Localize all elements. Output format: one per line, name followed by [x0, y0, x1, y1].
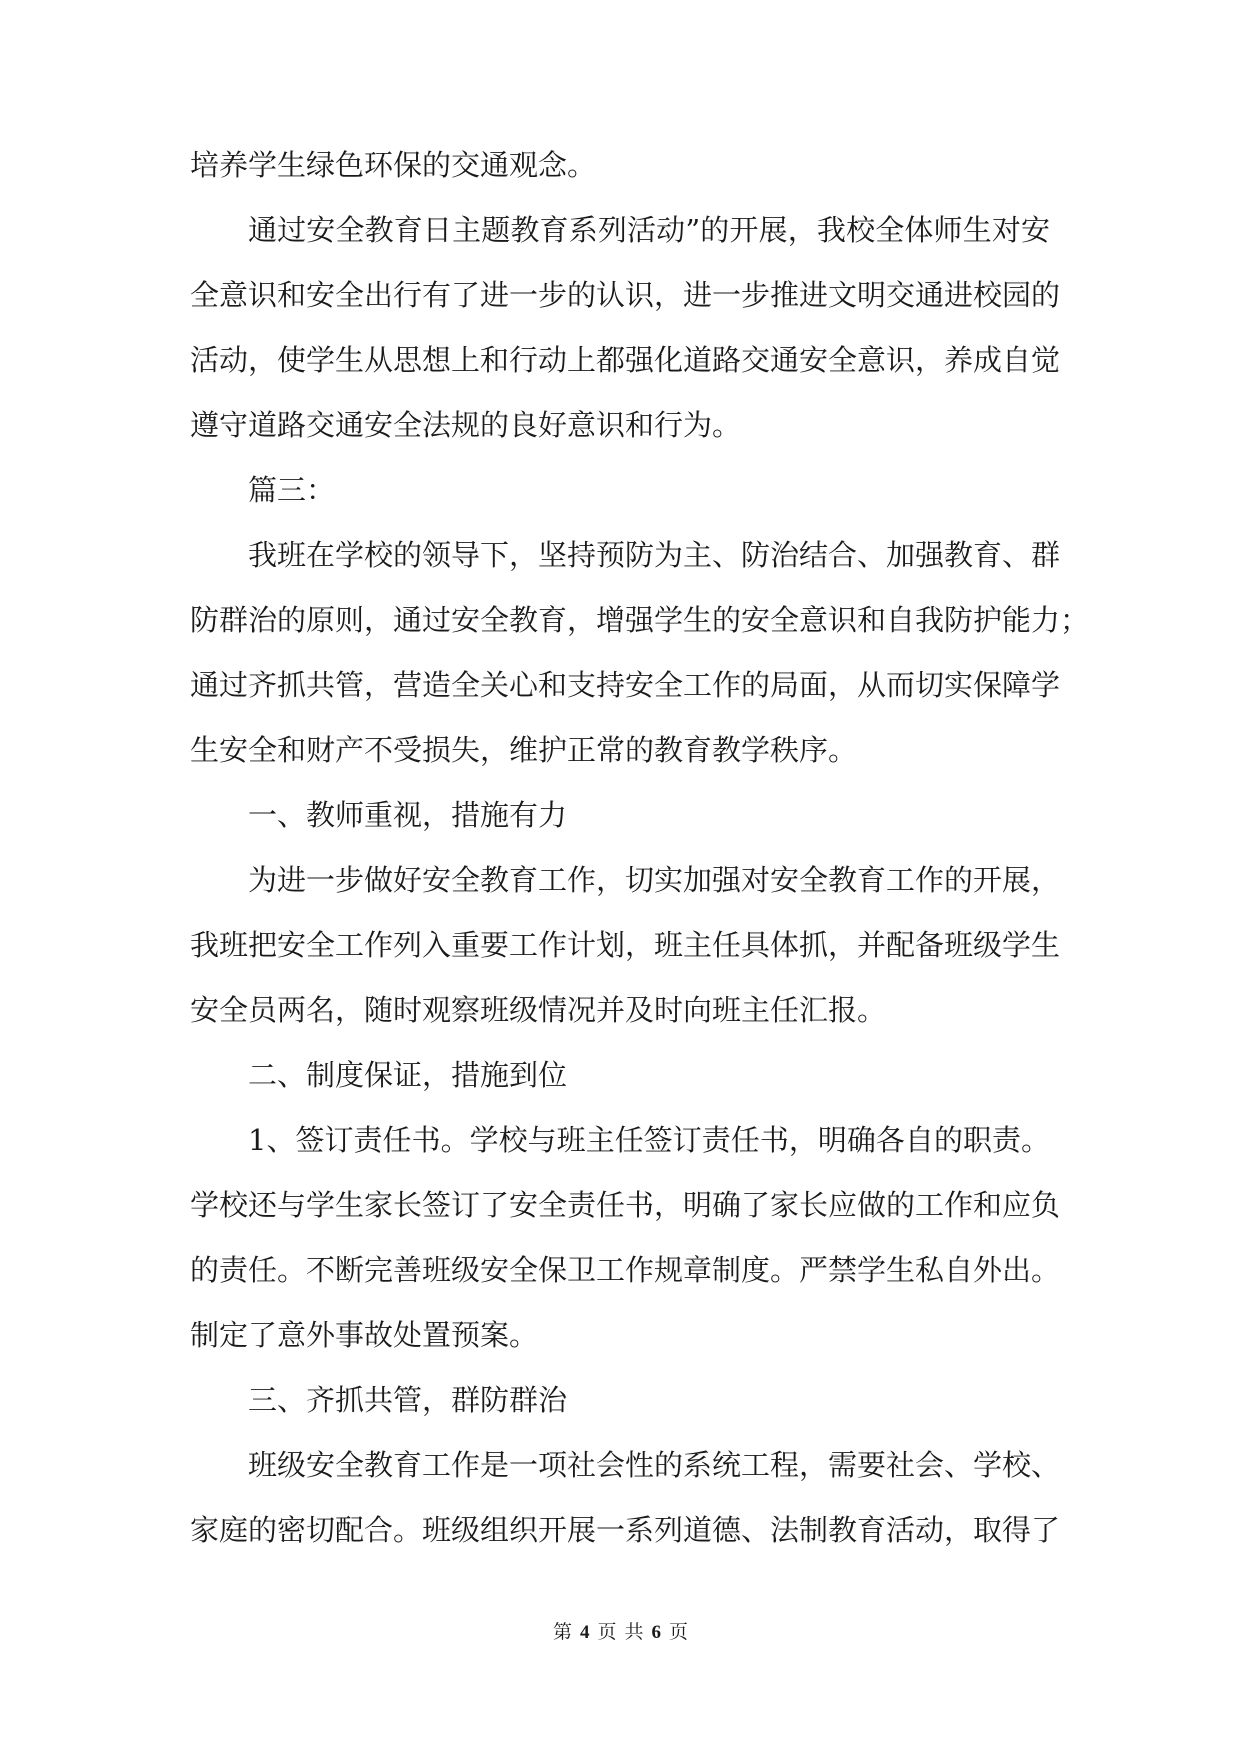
- paragraph-line: 家庭的密切配合。班级组织开展一系列道德、法制教育活动，取得了: [190, 1513, 1061, 1547]
- section-heading: 篇三：: [248, 473, 336, 507]
- paragraph-line: 的责任。不断完善班级安全保卫工作规章制度。严禁学生私自外出。: [190, 1253, 1061, 1287]
- footer-total-word: 共: [624, 1621, 644, 1643]
- paragraph-line: 班级安全教育工作是一项社会性的系统工程，需要社会、学校、: [248, 1448, 1061, 1482]
- paragraph-line: 生安全和财产不受损失，维护正常的教育教学秩序。: [190, 733, 858, 767]
- paragraph-line: 全意识和安全出行有了进一步的认识，进一步推进文明交通进校园的: [190, 278, 1061, 312]
- paragraph-line: 我班把安全工作列入重要工作计划，班主任具体抓，并配备班级学生: [190, 928, 1061, 962]
- section-heading: 一、教师重视，措施有力: [248, 798, 568, 832]
- paragraph-line: 通过安全教育日主题教育系列活动”的开展，我校全体师生对安: [248, 213, 1050, 247]
- current-page-number: 4: [579, 1622, 590, 1643]
- footer-prefix: 第: [552, 1621, 572, 1643]
- footer-suffix: 页: [669, 1621, 689, 1643]
- paragraph-line: 我班在学校的领导下，坚持预防为主、防治结合、加强教育、群: [248, 538, 1061, 572]
- section-heading: 三、齐抓共管，群防群治: [248, 1383, 568, 1417]
- paragraph-line: 遵守道路交通安全法规的良好意识和行为。: [190, 408, 742, 442]
- page-footer: [0, 1620, 1241, 1645]
- paragraph-line: 防群治的原则，通过安全教育，增强学生的安全意识和自我防护能力；: [190, 603, 1090, 637]
- paragraph-line: 培养学生绿色环保的交通观念。: [190, 148, 597, 182]
- paragraph-line: 制定了意外事故处置预案。: [190, 1318, 539, 1352]
- paragraph-line: 活动，使学生从思想上和行动上都强化道路交通安全意识，养成自觉: [190, 343, 1061, 377]
- paragraph-line: 通过齐抓共管，营造全关心和支持安全工作的局面，从而切实保障学: [190, 668, 1061, 702]
- footer-page-word: 页: [597, 1621, 617, 1643]
- total-pages-number: 6: [651, 1622, 662, 1643]
- paragraph-line: 学校还与学生家长签订了安全责任书，明确了家长应做的工作和应负: [190, 1188, 1061, 1222]
- section-heading: 二、制度保证，措施到位: [248, 1058, 568, 1092]
- paragraph-line: 安全员两名，随时观察班级情况并及时向班主任汇报。: [190, 993, 887, 1027]
- paragraph-line: 为进一步做好安全教育工作，切实加强对安全教育工作的开展，: [248, 863, 1061, 897]
- paragraph-line: 1、签订责任书。学校与班主任签订责任书，明确各自的职责。: [248, 1123, 1050, 1157]
